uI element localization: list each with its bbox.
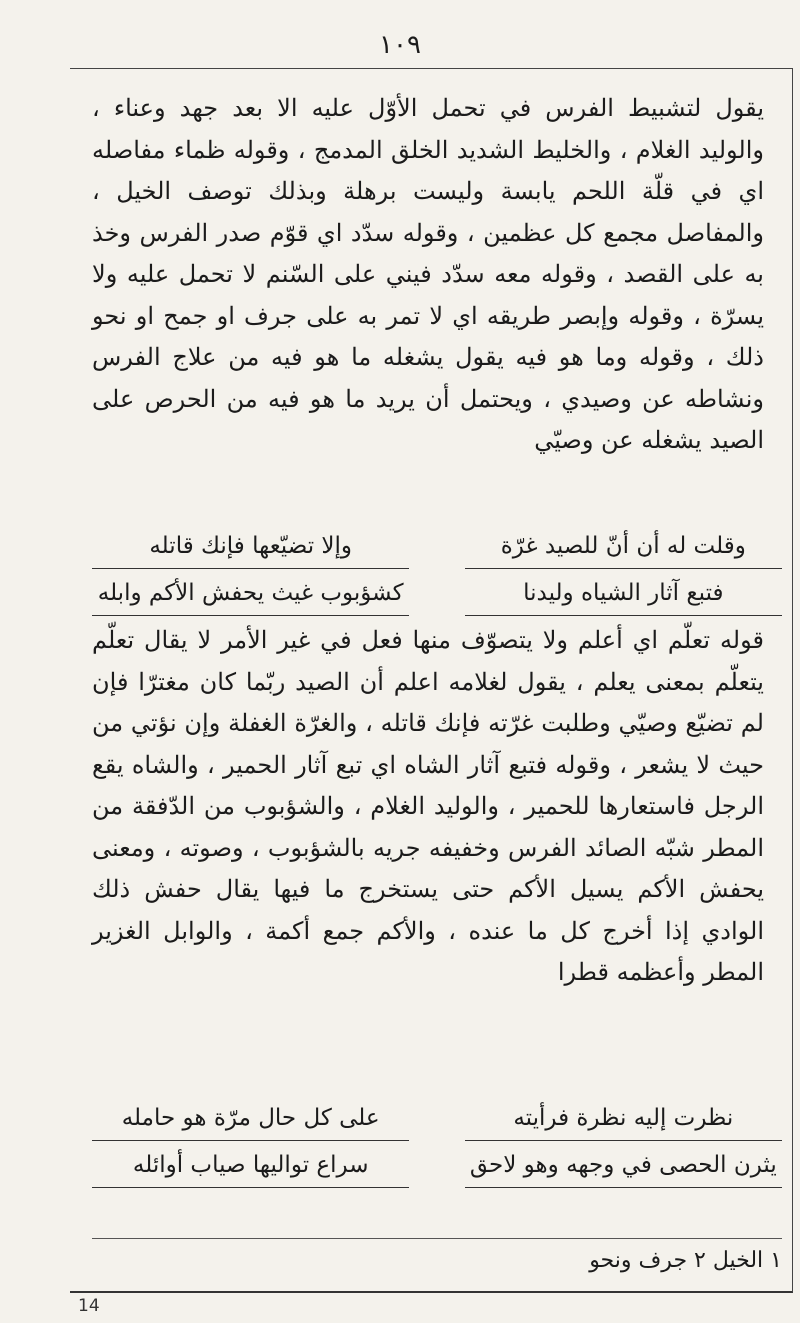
verse-row bbox=[92, 575, 782, 616]
folio-number: 14 bbox=[78, 1296, 100, 1316]
footnote: ١ الخيل ٢ جرف ونحو bbox=[589, 1248, 782, 1273]
verse-block-1 bbox=[92, 528, 782, 622]
hemistich-left: كشؤبوب غيث يحفش الأكم وابله bbox=[92, 575, 409, 616]
commentary-paragraph-1 bbox=[92, 88, 764, 518]
hemistich-right: فتبع آثار الشياه وليدنا bbox=[465, 575, 782, 616]
hemistich-left: وإلا تضيّعها فإنك قاتله bbox=[92, 528, 409, 569]
hemistich-left: على كل حال مرّة هو حامله bbox=[92, 1100, 409, 1141]
hemistich-left: سراع تواليها صياب أوائله bbox=[92, 1147, 409, 1188]
verse-row bbox=[92, 1100, 782, 1141]
commentary-text-1: يقول لتشبيط الفرس في تحمل الأوّل عليه الا بعد جهد وعناء ، والوليد الغلام ، والخليط الشديد الخلق المدمج ، وقوله ظماء مفاصله اي في قلّة اللحم يابسة وليست برهلة وبذلك توصف الخيل ، والمفاصل مجمع كل عظمين ، وقوله سدّد اي قوّم صدر الفرس وخذ به على القصد ، وقوله معه سدّد فيني على السّنم لا تحمل عليه ولا يسرّة ، وقوله وإبصر طريقه اي لا تمر به على جرف او جمح او نحو ذلك ، وقوله وما هو فيه يقول يشغله ما هو فيه من علاج الفرس ونشاطه عن وصيدي ، ويحتمل أن يريد ما هو فيه من الحرص على الصيد يشغله عن وصيّي bbox=[92, 94, 764, 454]
verse-row bbox=[92, 1147, 782, 1188]
commentary-text-2: قوله تعلّم اي أعلم ولا يتصوّف منها فعل في غير الأمر لا يقال تعلّم يتعلّم بمعنى يعلم ، يقول لغلامه اعلم أن الصيد ربّما كان مغترّا فإن لم تضيّع وصيّي وطلبت غرّته فإنك قاتله ، والغرّة الغفلة وإن نؤتي من حيث لا يشعر ، وقوله فتبع آثار الشاه اي تبع آثار الحمير ، والشاه يقع الرجل فاستعارها للحمير ، والوليد الغلام ، والشؤبوب من الدّفقة من المطر شبّه الصائد الفرس وخفيفه جريه بالشؤبوب ، وصوته ، ومعنى يحفش الأكم يسيل الأكم حتى يستخرج ما فيها يقال حفش ذلك الوادي إذا أخرج كل ما عنده ، والأكم جمع أكمة ، والوابل الغزير المطر وأعظمه قطرا bbox=[92, 626, 764, 986]
hemistich-right: يثرن الحصى في وجهه وهو لاحق bbox=[465, 1147, 782, 1188]
hemistich-right: وقلت له أن أنّ للصيد غرّة bbox=[465, 528, 782, 569]
page-number: ١٠٩ bbox=[379, 30, 421, 60]
verse-row bbox=[92, 528, 782, 569]
commentary-paragraph-2 bbox=[92, 620, 764, 986]
hemistich-right: نظرت إليه نظرة فرأيته bbox=[465, 1100, 782, 1141]
footnote-divider bbox=[92, 1238, 782, 1239]
verse-block-2 bbox=[92, 1100, 782, 1194]
